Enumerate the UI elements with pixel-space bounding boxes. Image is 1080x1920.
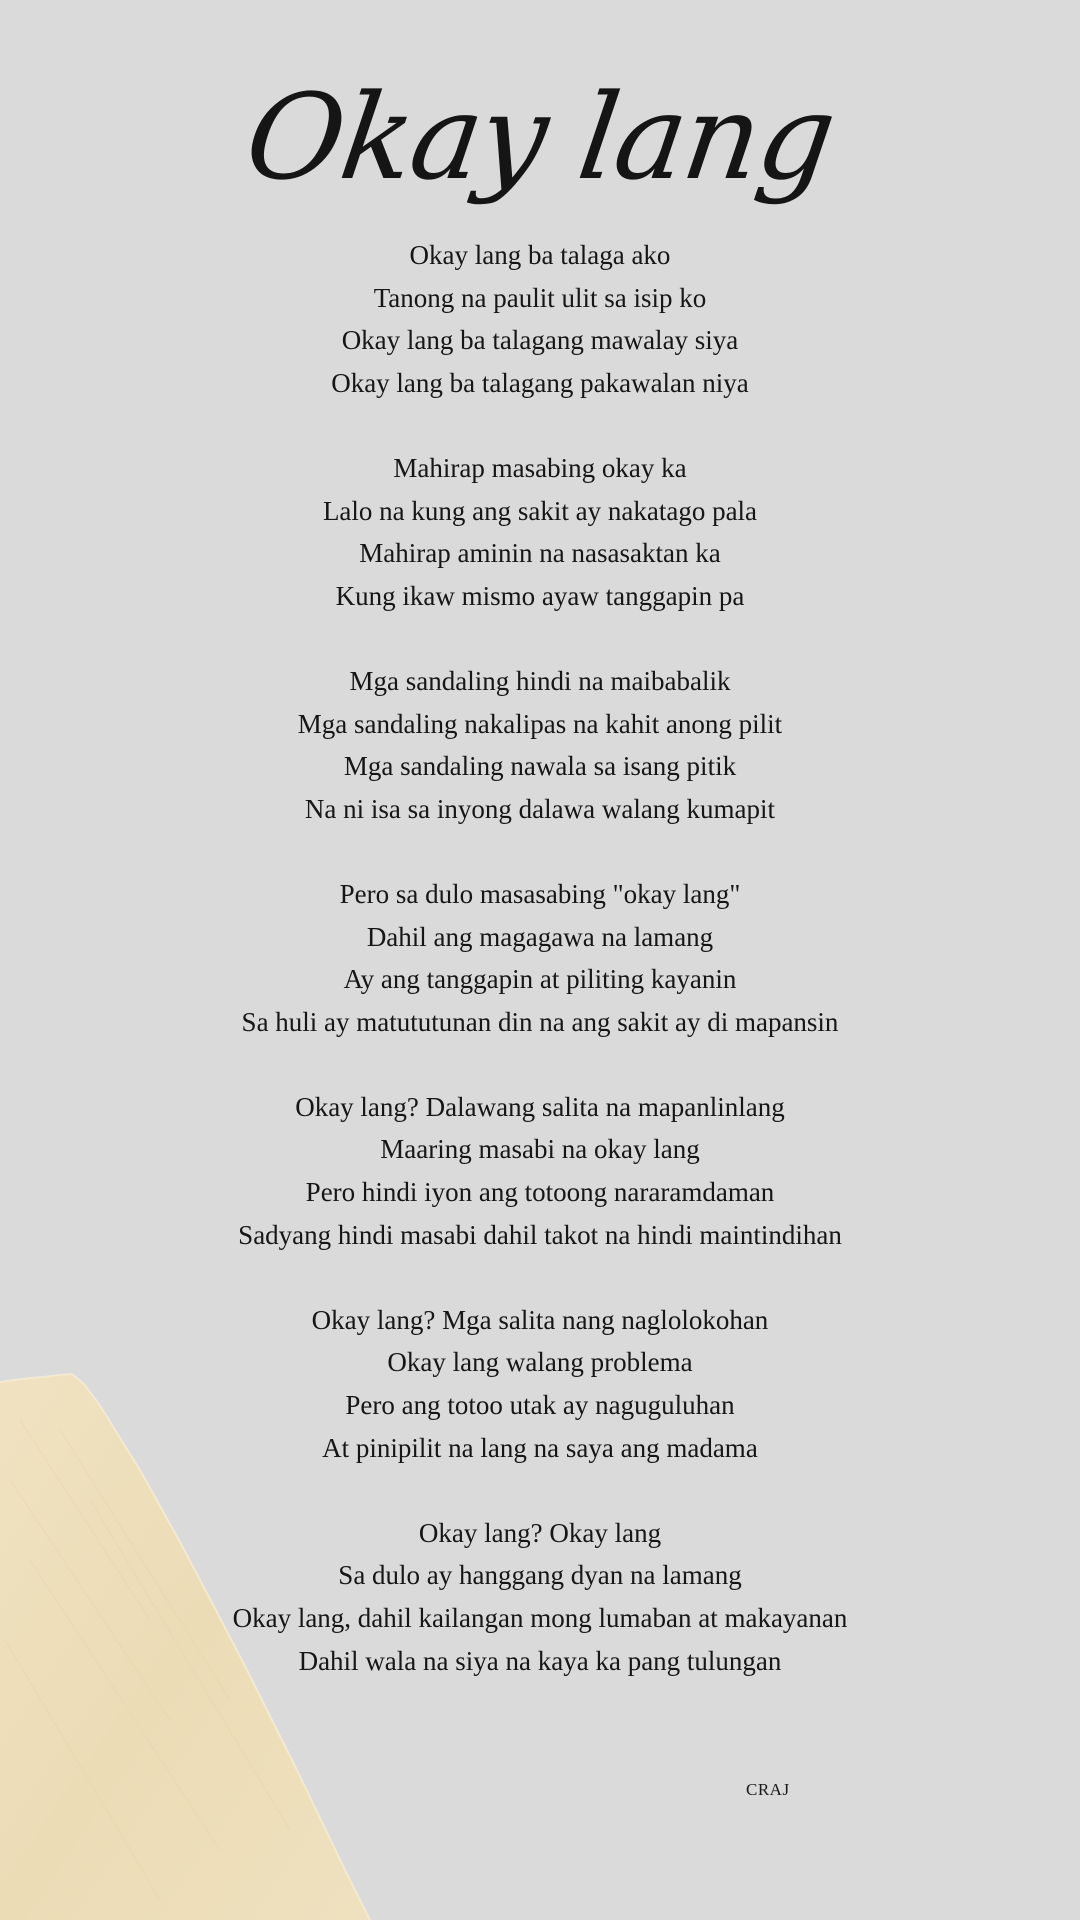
poem-line: Maaring masabi na okay lang [380,1134,700,1165]
poem-line: Okay lang ba talaga ako [409,240,671,270]
poem-line: Na ni isa sa inyong dalawa walang kumapit [304,793,776,824]
poem-line: Mga sandaling nawala sa isang pitik [343,751,737,782]
poem-line: Sa huli ay matututunan din na ang sakit ay di mapansin [241,1006,839,1037]
poem-line: Sa dulo ay hanggang dyan na lamang [338,1560,742,1591]
stanza [0,234,1080,404]
poem-line: Mga sandaling hindi na maibabalik [349,665,731,696]
poem-line: Lalo na kung ang sakit ay nakatago pala [322,495,758,526]
stanza [0,1299,1080,1469]
poem-line: Sadyang hindi masabi dahil takot na hindi maintindihan [238,1219,842,1250]
stanza [0,660,1080,830]
poem-line: Dahil wala na siya na kaya ka pang tulungan [298,1645,782,1676]
poem-line: At pinipilit na lang na saya ang madama [322,1432,758,1463]
poem-line: Mahirap aminin na nasasaktan ka [359,538,721,569]
poem-line: Mga sandaling nakalipas na kahit anong pilit [297,708,783,739]
poem-body [0,234,1080,1725]
poem-line: Okay lang? Dalawang salita na mapanlinlang [295,1091,785,1122]
stanza [0,447,1080,617]
poem-line: Okay lang ba talagang pakawalan niya [331,367,749,398]
poem-line: Dahil ang magagawa na lamang [366,921,714,952]
poem-line: Kung ikaw mismo ayaw tanggapin pa [335,580,745,611]
poem-line: Tanong na paulit ulit sa isip ko [373,282,707,313]
poem-line: Mahirap masabing okay ka [393,452,687,483]
poem-line: Okay lang? Okay lang [418,1517,662,1548]
poem-line: Pero hindi iyon ang totoong nararamdaman [305,1177,775,1208]
poem-line: Pero sa dulo masasabing "okay lang" [339,878,741,909]
poem-title: Okay lang [238,68,842,206]
poem-line: Okay lang? Mga salita nang naglolokohan [311,1304,769,1335]
stanza [0,1086,1080,1256]
poem-line: Ay ang tanggapin at piliting kayanin [343,964,737,995]
poem-line: Okay lang ba talagang mawalay siya [341,325,739,356]
author-signature: CRAJ [746,1780,790,1799]
stanza [0,873,1080,1043]
poem-line: Pero ang totoo utak ay naguguluhan [345,1390,735,1421]
poem-line: Okay lang, dahil kailangan mong lumaban at makayanan [232,1603,848,1633]
stanza [0,1512,1080,1682]
poem-line: Okay lang walang problema [387,1347,693,1378]
